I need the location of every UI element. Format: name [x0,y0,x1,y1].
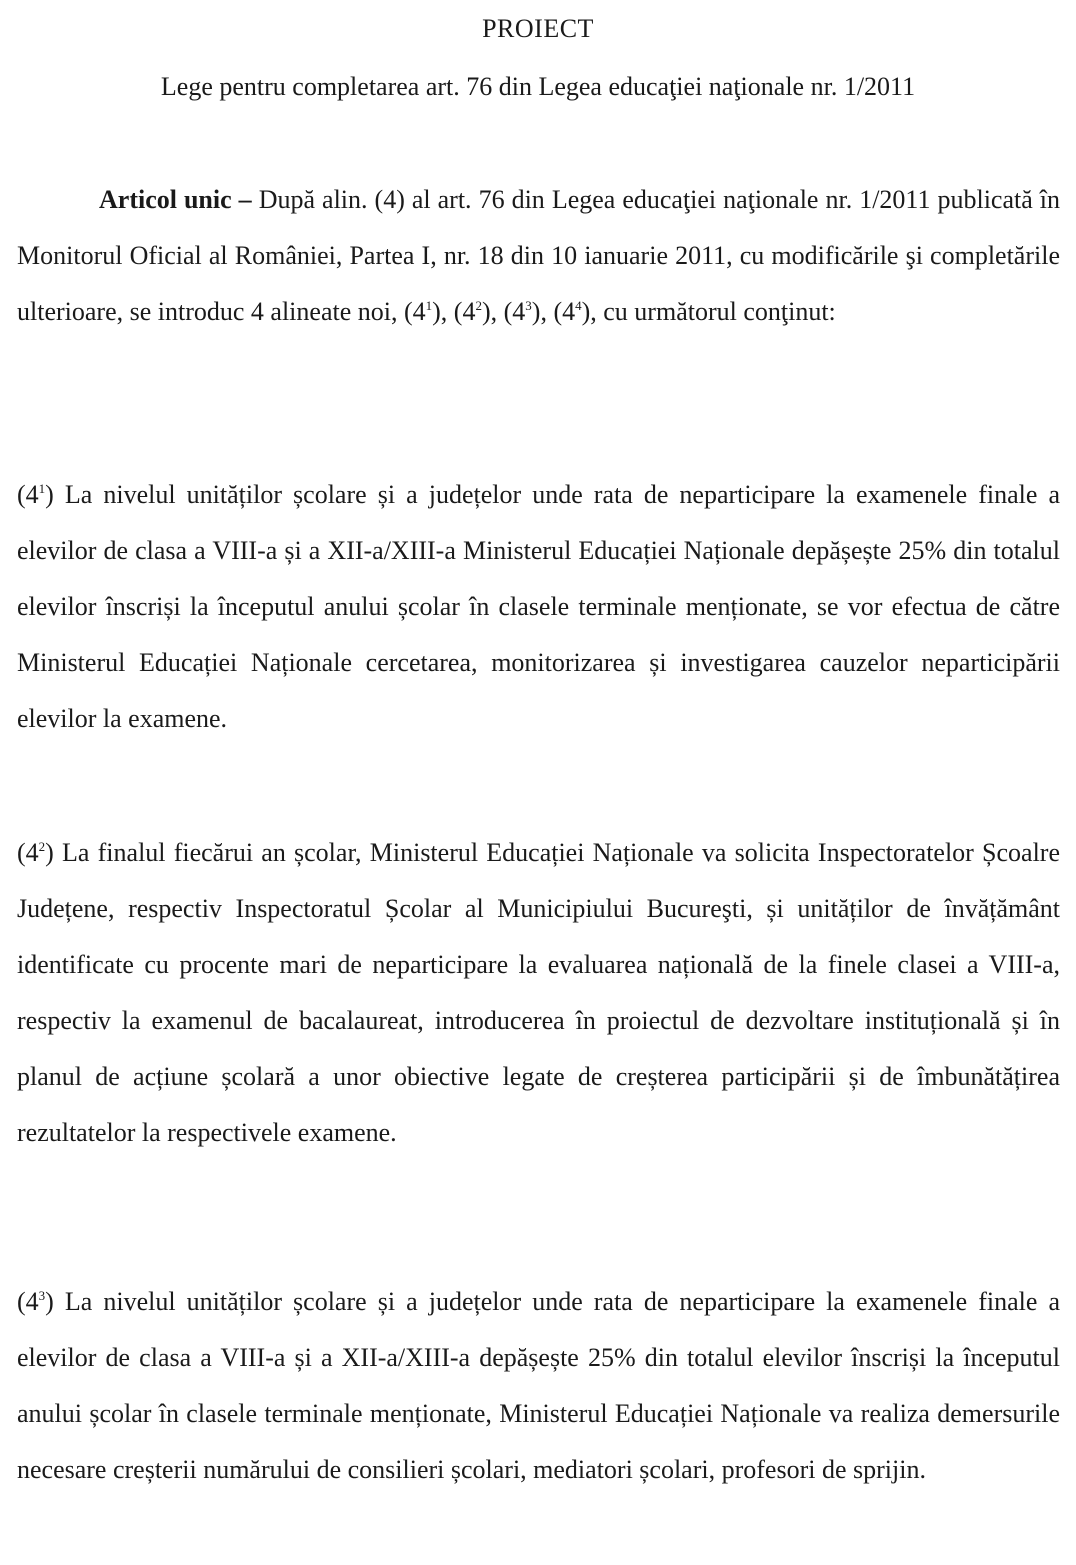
article-text-end: ), cu următorul conţinut: [581,297,836,326]
paragraph-number-superscript: 1 [38,481,46,496]
paragraph-number-superscript: 2 [38,839,46,854]
paragraph-number: (4 [17,838,39,867]
paragraph-number: (4 [17,480,39,509]
document-title: Lege pentru completarea art. 76 din Legea educaţiei naţionale nr. 1/2011 [160,72,916,101]
paragraph-text: La finalul fiecărui an școlar, Ministerul Educației Naționale va solicita Inspectoratelor Școalre Județene, respectiv Inspectoratul Școlar al Municipiului Bucureşti, și unităților de învățământ identificate cu procente mari de neparticipare la evaluarea națională de la finele clasei a VIII-a, respectiv la examenul de bacalaureat, introducerea în proiectul de dezvoltare instituțională și în planul de acțiune școlară a unor obiective legate de creșterea participării și de îmbunătățirea rezultatelor la respectivele examene. [17,838,1060,1147]
paragraph-text: La nivelul unităților școlare și a județelor unde rata de neparticipare la examenele finale a elevilor de clasa a VIII-a și a XII-a/XIII-a depășește 25% din totalul elevilor înscriși la începutul anului școlar în clasele terminale menționate, Ministerul Educației Naționale va realiza demersurile necesare creșterii numărului de consilieri școlari, mediatori școlari, profesori de sprijin. [17,1287,1060,1484]
superscript-4: 4 [575,298,582,313]
article-text-mid: ), (4 [432,297,476,326]
paragraph-number-close: ) [45,1287,54,1316]
article-separator: – [231,185,259,214]
article-text-mid: ), (4 [531,297,576,326]
paragraph-number-close: ) [45,838,54,867]
paragraph-number: (4 [17,1287,39,1316]
paragraph-number-close: ) [45,480,54,509]
paragraph-4-1 [17,467,1060,747]
article-text-mid: ), (4 [481,297,526,326]
article-intro-paragraph [17,172,1060,340]
superscript-1: 1 [425,298,433,313]
article-text: După alin. (4) al art. 76 din Legea educaţiei naţionale nr. 1/2011 publicată în Monitorul Oficial al României, Partea I, nr. 18 din 10 ianuarie 2011, cu modificările şi completările ulterioare, se introduc 4 alineate noi, (4 [17,185,1061,326]
superscript-3: 3 [525,298,532,313]
document-header: PROIECT [482,14,594,43]
superscript-2: 2 [475,298,482,313]
paragraph-4-3 [17,1274,1060,1498]
article-label: Articol unic [99,185,232,214]
paragraph-4-2 [17,825,1060,1161]
paragraph-number-superscript: 3 [38,1288,46,1303]
paragraph-text: La nivelul unităților școlare și a județelor unde rata de neparticipare la examenele finale a elevilor de clasa a VIII-a și a XII-a/XIII-a Ministerul Educației Naționale depășește 25% din totalul elevilor înscriși la începutul anului școlar în clasele terminale menționate, se vor efectua de către Ministerul Educației Naționale cercetarea, monitorizarea și investigarea cauzelor neparticipării elevilor la examene. [17,480,1060,733]
